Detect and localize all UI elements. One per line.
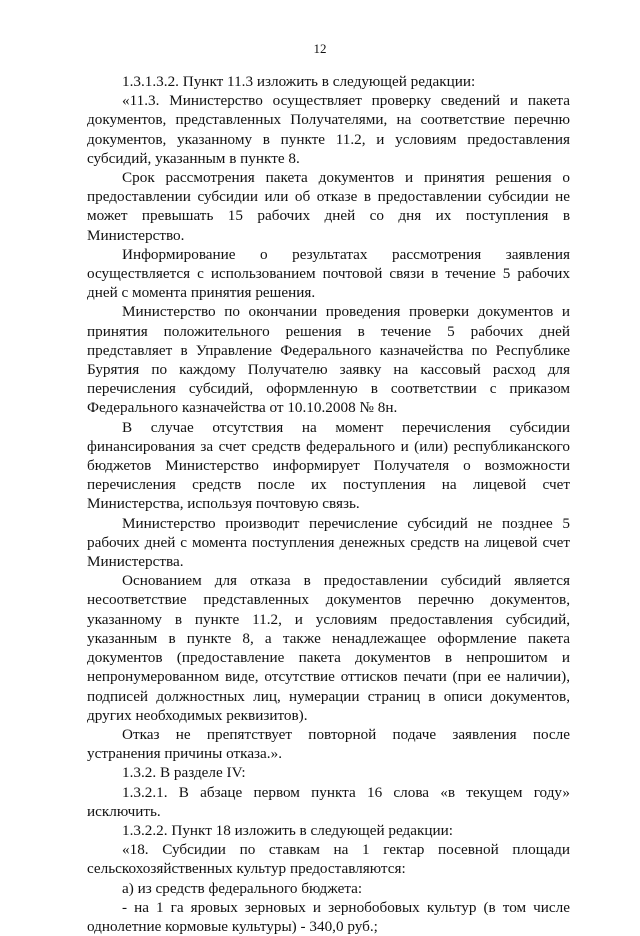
paragraph: В случае отсутствия на момент перечисления субсидии финансирования за счет средств федерального и (или) республиканского бюджетов Министерство информирует Получателя о возможности перечисления средств после их поступления на лицевой счет Министерства, используя почтовую связь. [87,418,570,513]
paragraph: 1.3.2.2. Пункт 18 изложить в следующей редакции: [122,821,453,839]
paragraph: Отказ не препятствует повторной подаче заявления после устранения причины отказа.». [87,725,570,763]
paragraph: 1.3.2. В разделе IV: [122,764,246,782]
paragraph: 1.3.2.1. В абзаце первом пункта 16 слова «в текущем году» исключить. [87,783,570,820]
paragraph: а) из средств федерального бюджета: [122,879,363,897]
page-number: 12 [313,41,327,56]
document-body [87,72,570,936]
paragraph: Информирование о результатах рассмотрения заявления осуществляется с использованием почтовой связи в течение 5 рабочих дней с момента принятия решения. [87,245,570,302]
paragraph: «11.3. Министерство осуществляет проверку сведений и пакета документов, представленных Получателями, на соответствие перечню документов, указанному в пункте 11.2, и условиям предоставления субсидий, указанным в пункте 8. [87,92,570,167]
paragraph: Срок рассмотрения пакета документов и принятия решения о предоставлении субсидии или об отказе в предоставлении субсидии не может превышать 15 рабочих дней со дня их поступления в Министерство. [87,169,570,244]
paragraph: 1.3.1.3.2. Пункт 11.3 изложить в следующей редакции: [122,73,476,90]
paragraph: «18. Субсидии по ставкам на 1 гектар посевной площади сельскохозяйственных культур предоставляются: [87,841,570,878]
paragraph: Министерство производит перечисление субсидий не позднее 5 рабочих дней с момента поступления денежных средств на лицевой счет Министерства. [87,514,570,571]
paragraph: Основанием для отказа в предоставлении субсидий является несоответствие представленных документов перечню документов, указанному в пункте 11.2, и условиям предоставления субсидий, указанным в пункте 8, а также ненадлежащее оформление пакета документов (предоставление пакета документов в непрошитом и непронумерованном виде, отсутствие оттисков печати (при ее наличии), подписей должностных лиц, нумерации страниц в описи документов, других необходимых реквизитов). [87,572,570,724]
paragraph: Министерство по окончании проведения проверки документов и принятия положительного решения в течение 5 рабочих дней представляет в Управление Федерального казначейства по Республике Бурятия по каждому Получателю заявку на кассовый расход для перечисления субсидий, оформленную в соответствии с приказом Федерального казначейства от 10.10.2008 № 8н. [87,303,570,417]
paragraph: - на 1 га яровых зерновых и зернобобовых культур (в том числе однолетние кормовые культуры) - 340,0 руб.; [87,898,570,935]
